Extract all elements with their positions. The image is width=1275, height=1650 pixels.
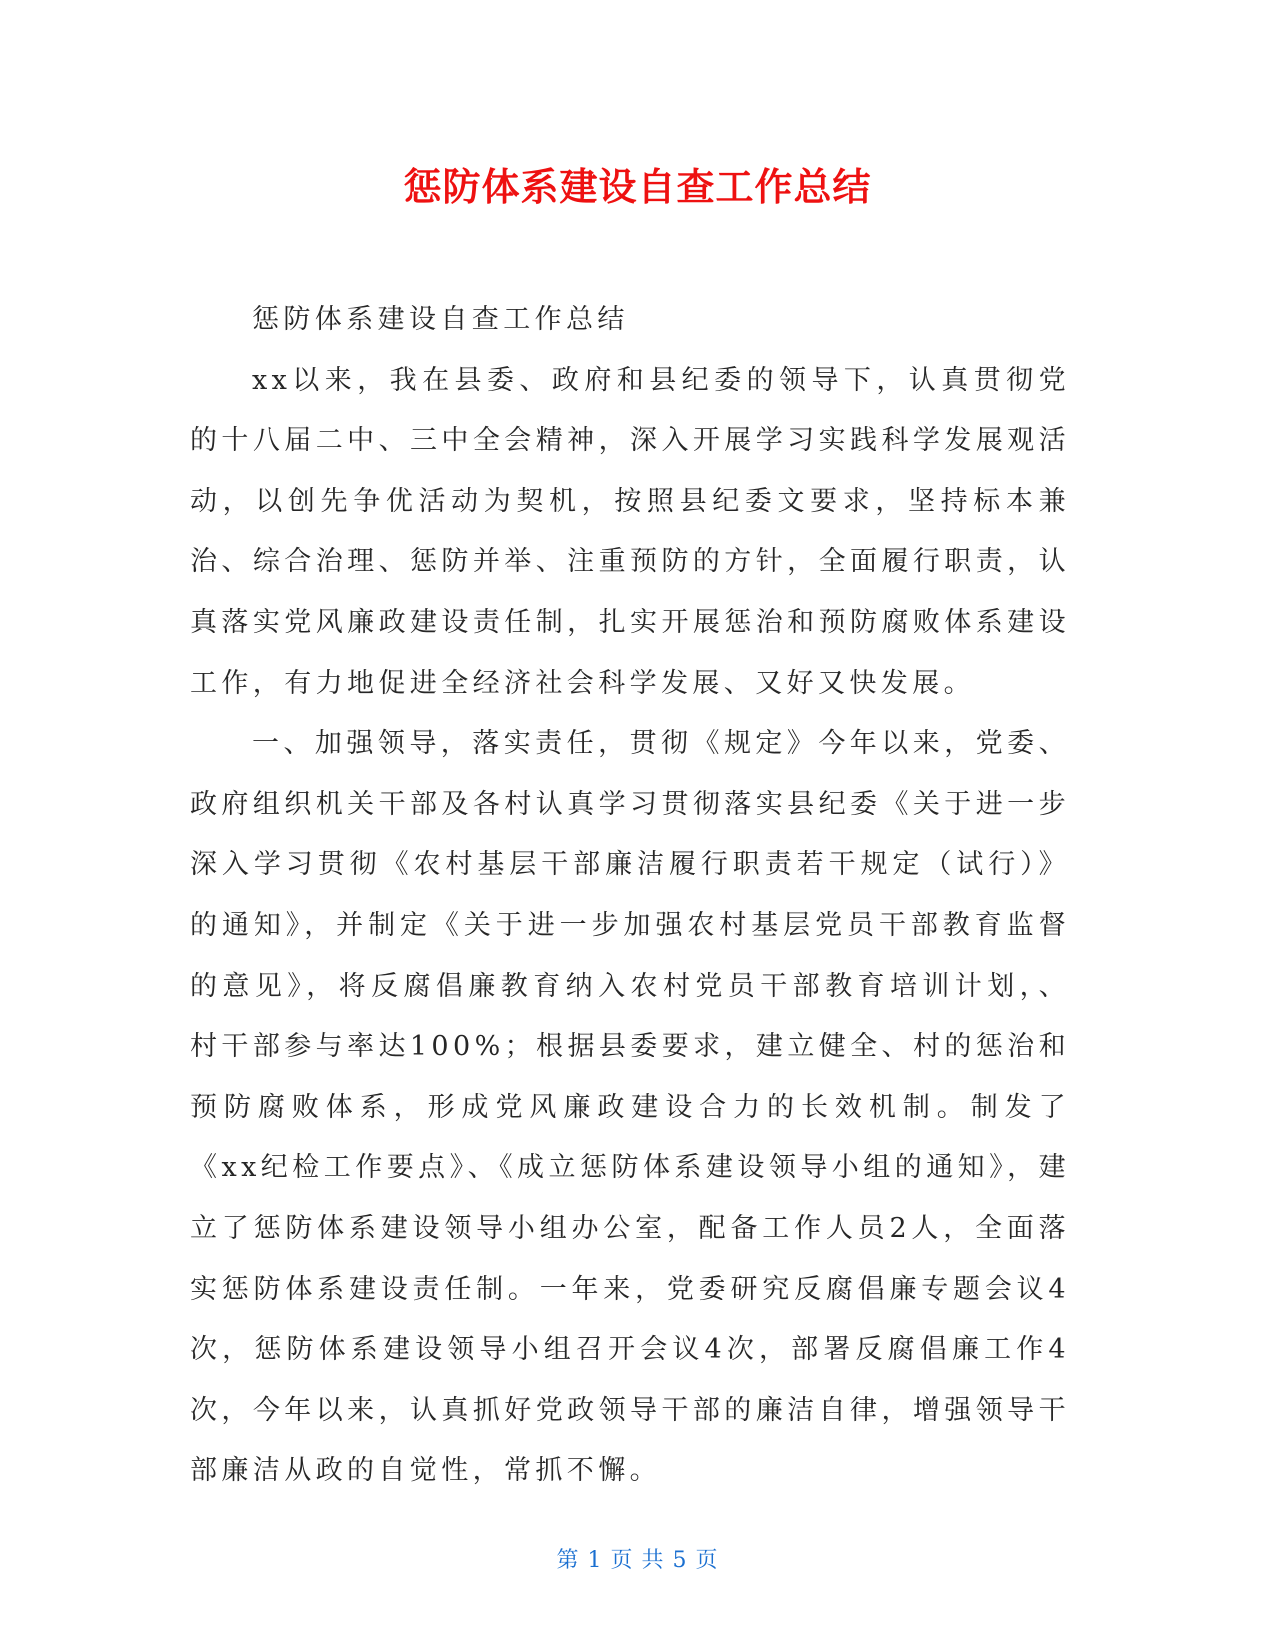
paragraph-section-one: 一、加强领导，落实责任，贯彻《规定》今年以来，党委、政府组织机关干部及各村认真学习贯彻落实县纪委《关于进一步深入学习贯彻《农村基层干部廉洁履行职责若干规定（试行）》的通知》，并制定《关于进一步加强农村基层党员干部教育监督的意见》，将反腐倡廉教育纳入农村党员干部教育培训计划，、村干部参与率达100%；根据县委要求，建立健全、村的惩治和预防腐败体系，形成党风廉政建设合力的长效机制。制发了《xx纪检工作要点》、《成立惩防体系建设领导小组的通知》，建立了惩防体系建设领导小组办公室，配备工作人员2人，全面落实惩防体系建设责任制。一年来，党委研究反腐倡廉专题会议4次，惩防体系建设领导小组召开会议4次，部署反腐倡廉工作4次，今年以来，认真抓好党政领导干部的廉洁自律，增强领导干部廉洁从政的自觉性，常抓不懈。 [190,728,1070,1487]
page-footer [0,1546,1275,1576]
document-title: 惩防体系建设自查工作总结 [403,165,872,209]
footer-prefix: 第 [556,1548,580,1573]
footer-mid: 页 共 [610,1548,665,1573]
paragraph-intro: xx以来，我在县委、政府和县纪委的领导下，认真贯彻党的十八届二中、三中全会精神，深入开展学习实践科学发展观活动，以创先争优活动为契机，按照县纪委文要求，坚持标本兼治、综合治理、惩防并举、注重预防的方针，全面履行职责，认真落实党风廉政建设责任制，扎实开展惩治和预防腐败体系建设工作，有力地促进全经济社会科学发展、又好又快发展。 [190,364,1070,699]
document-body [190,290,1070,1502]
footer-total-pages: 5 [672,1548,688,1573]
paragraph-heading: 惩防体系建设自查工作总结 [252,304,629,335]
footer-suffix: 页 [695,1548,719,1573]
footer-current-page: 1 [587,1548,603,1573]
